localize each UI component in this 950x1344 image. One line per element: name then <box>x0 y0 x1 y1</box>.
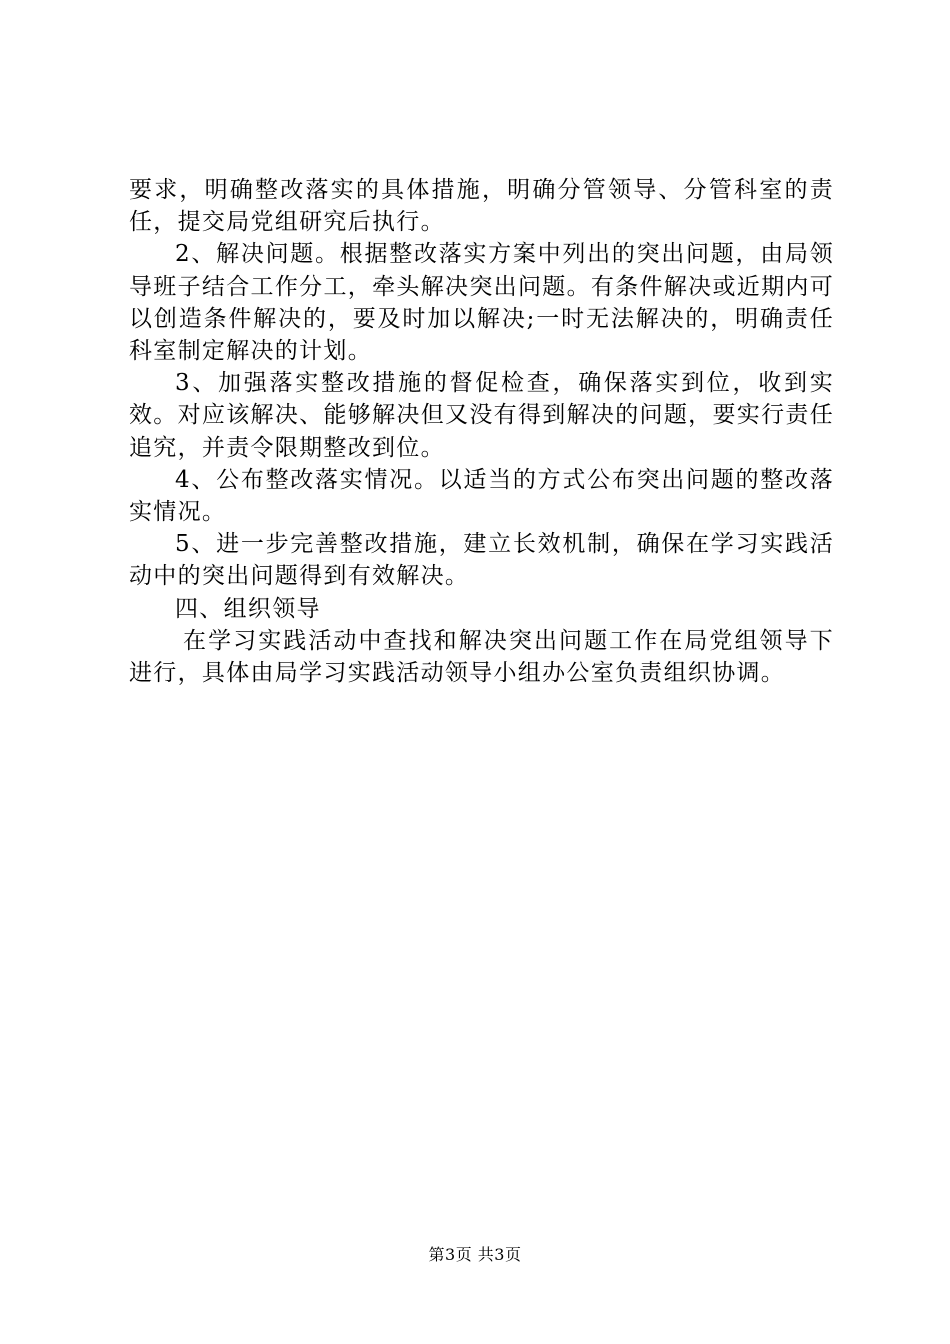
paragraph-item-2: 2、解决问题。根据整改落实方案中列出的突出问题，由局领导班子结合工作分工，牵头解决突出问题。有条件解决或近期内可以创造条件解决的，要及时加以解决;一时无法解决的，明确责任科室制定解决的计划。 <box>129 241 834 365</box>
paragraph-item-4: 4、公布整改落实情况。以适当的方式公布突出问题的整改落实情况。 <box>129 466 834 526</box>
paragraph-item-3: 3、加强落实整改措施的督促检查，确保落实到位，收到实效。对应该解决、能够解决但又没有得到解决的问题，要实行责任追究，并责令限期整改到位。 <box>129 370 834 461</box>
section-heading: 四、组织领导 <box>175 595 321 622</box>
paragraph-continuation: 要求，明确整改落实的具体措施，明确分管领导、分管科室的责任，提交局党组研究后执行。 <box>129 177 834 236</box>
paragraph-organization: 在学习实践活动中查找和解决突出问题工作在局党组领导下进行，具体由局学习实践活动领导小组办公室负责组织协调。 <box>129 627 834 687</box>
paragraph-item-5: 5、进一步完善整改措施，建立长效机制，确保在学习实践活动中的突出问题得到有效解决。 <box>129 531 834 590</box>
page-footer: 第3页 共3页 <box>428 1245 522 1264</box>
document-body <box>129 174 834 689</box>
